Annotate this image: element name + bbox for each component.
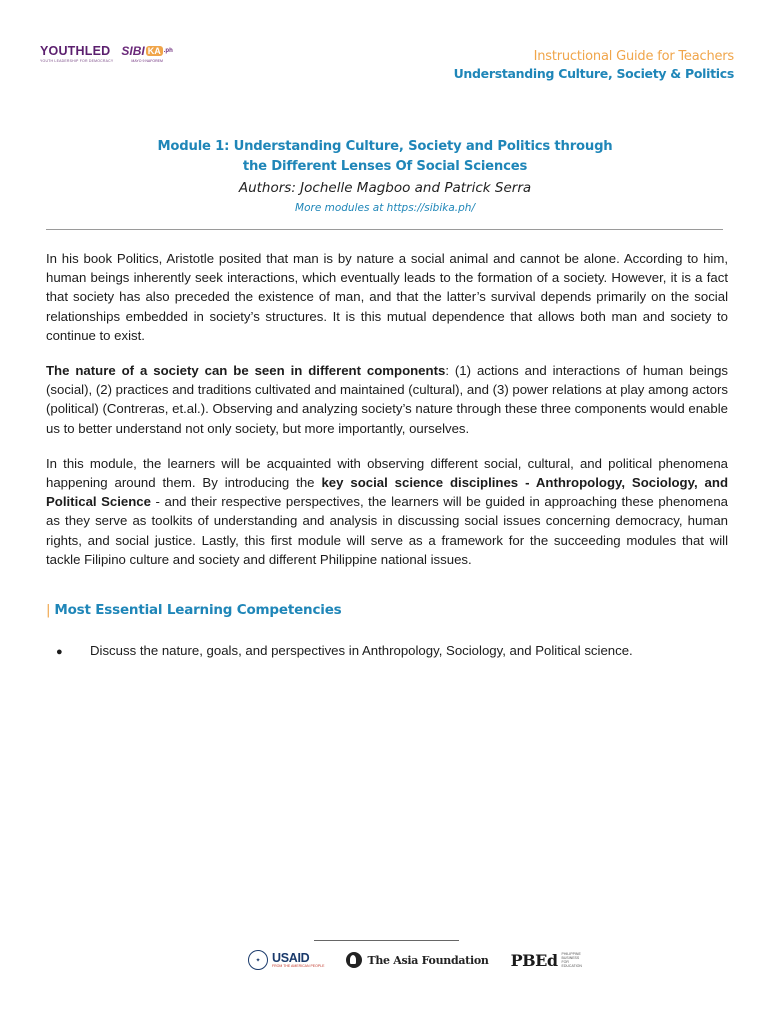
usaid-logo-text: USAID bbox=[272, 950, 310, 965]
pbed-logo bbox=[511, 951, 588, 970]
footer-divider bbox=[314, 940, 459, 941]
paragraph-2-bold: The nature of a society can be seen in different components bbox=[46, 363, 446, 379]
running-header bbox=[454, 49, 734, 81]
sibika-logo-prefix: SIBI bbox=[121, 44, 145, 58]
competencies-heading-text: Most Essential Learning Competencies bbox=[54, 602, 342, 618]
pbed-logo-text: PBEd bbox=[510, 950, 558, 970]
competencies-list bbox=[56, 643, 716, 658]
list-item bbox=[56, 643, 716, 658]
asia-foundation-mark-icon bbox=[346, 952, 362, 968]
paragraph-3-b: - and their respective perspectives, the learners will be guided in approaching these phenomena as they serve as toolkits of understanding and analysis in discussing social issues concerning democracy, human rights, and social justice. Lastly, this first module will serve as a framework for the succeeding modules that will tackle Filipino culture and society and different Philippine national issues. bbox=[46, 494, 728, 567]
bullet-icon: ● bbox=[56, 646, 63, 658]
course-label: Understanding Culture, Society & Politics bbox=[453, 66, 734, 81]
usaid-logo bbox=[248, 950, 324, 970]
list-item-text: Discuss the nature, goals, and perspectives in Anthropology, Sociology, and Political science. bbox=[90, 643, 633, 658]
youthled-logo-text: YOUTHLED bbox=[40, 44, 111, 58]
usaid-logo-tagline: FROM THE AMERICAN PEOPLE bbox=[272, 964, 325, 968]
authors: Authors: Jochelle Magboo and Patrick Serra bbox=[238, 180, 532, 196]
youthled-logo-tagline: YOUTH LEADERSHIP FOR DEMOCRACY bbox=[40, 59, 114, 63]
competencies-heading bbox=[46, 602, 341, 618]
usaid-seal-icon: ✦ bbox=[248, 950, 268, 970]
paragraph-2 bbox=[46, 361, 728, 438]
sibika-logo-suffix: .ph bbox=[163, 48, 173, 54]
module-title bbox=[40, 137, 730, 177]
youthled-logo bbox=[40, 44, 113, 63]
more-modules-link[interactable]: More modules at https://sibika.ph/ bbox=[295, 202, 475, 214]
asia-foundation-logo-text: The Asia Foundation bbox=[367, 953, 489, 967]
sibika-logo bbox=[121, 44, 172, 63]
paragraph-3-bold: key social science disciplines - Anthropology, Sociology, and Political Science bbox=[46, 475, 729, 510]
paragraph-3 bbox=[46, 454, 728, 569]
header-logos bbox=[40, 44, 173, 63]
paragraph-2-rest: : (1) actions and interactions of human beings (social), (2) practices and traditions cultivated and maintained (cultural), and (3) power relations at play among actors (political) (Contreras, et.al.). Observing and analyzing society’s nature through these three components would enable us to better understand not only society, but more importantly, ourselves. bbox=[46, 363, 728, 436]
module-title-line1: Module 1: Understanding Culture, Society and Politics through bbox=[157, 139, 613, 154]
title-divider bbox=[46, 229, 723, 230]
pbed-logo-tagline: PHILIPPINE BUSINESS FOR EDUCATION bbox=[561, 951, 582, 969]
title-block bbox=[40, 137, 730, 214]
guide-label: Instructional Guide for Teachers bbox=[533, 49, 734, 64]
sibika-logo-tagline: MAYO 9 NAFOREM bbox=[131, 59, 163, 63]
paragraph-1: In his book Politics, Aristotle posited that man is by nature a social animal and cannot be alone. According to him, human beings inherently seek interactions, which eventually leads to the formation of a society. However, it is a fact that society has also preceded the existence of man, and that the latter’s survival depends primarily on the social relationships embedded in society’s structures. It is this mutual dependence that allows both man and society to continue to exist. bbox=[46, 251, 728, 343]
sibika-logo-ka: KA bbox=[147, 46, 161, 56]
paragraph-3-a: In this module, the learners will be acquainted with observing different social, cultural, and political phenomena happening around them. By introducing the bbox=[46, 455, 728, 491]
footer-logos bbox=[248, 950, 588, 970]
heading-bar: | bbox=[46, 602, 51, 618]
module-title-line2: the Different Lenses Of Social Sciences bbox=[242, 159, 528, 174]
body-text bbox=[46, 249, 728, 585]
asia-foundation-logo bbox=[346, 952, 488, 968]
